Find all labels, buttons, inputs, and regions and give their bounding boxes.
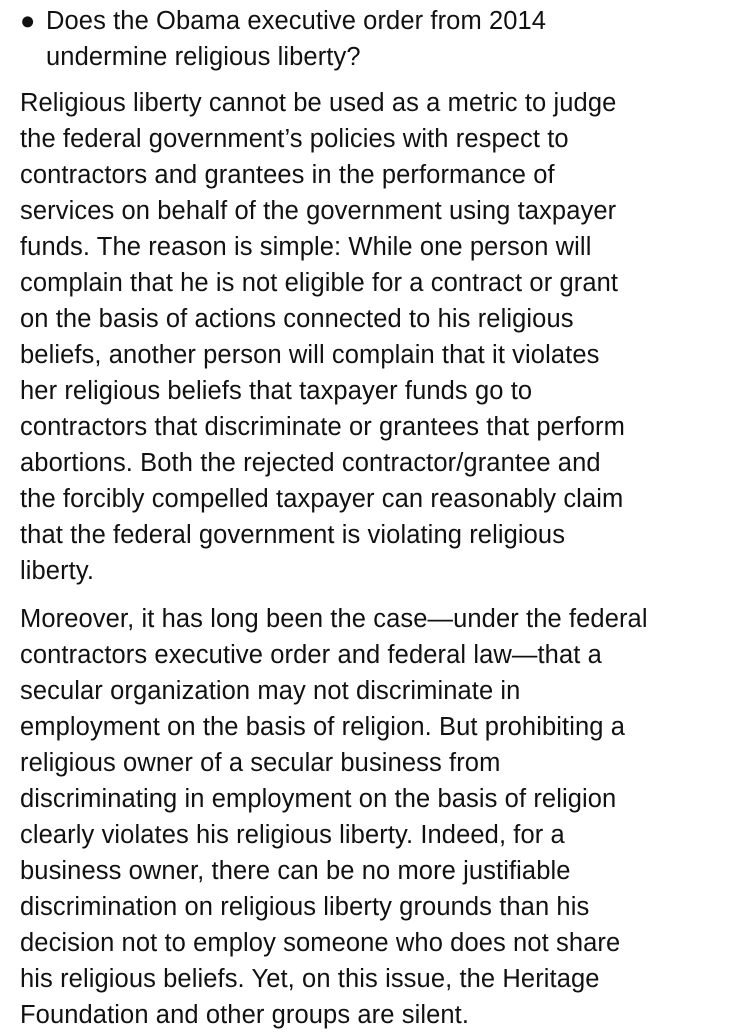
question-bullet-item — [20, 4, 732, 75]
paragraph-religious-liberty-metric: Religious liberty cannot be used as a metric to judge the federal government’s policies with respect to contractors and grantees in the performance of services on behalf of the government using taxpayer funds. The reason is simple: While one person will complain that he is not eligible for a contract or grant on the basis of actions connected to his religious beliefs, another person will complain that it violates her religious beliefs that taxpayer funds go to contractors that discriminate or grantees that perform abortions. Both the rejected contractor/grantee and the forcibly compelled taxpayer can reasonably claim that the federal government is violating religious liberty. — [20, 89, 625, 585]
bullet-icon: ● — [20, 7, 36, 35]
paragraph-moreover: Moreover, it has long been the case—under the federal contractors executive order and federal law—that a secular organization may not discriminate in employment on the basis of religion. But prohibiting a religious owner of a secular business from discriminating in employment on the basis of religion clearly violates his religious liberty. Indeed, for a business owner, there can be no more justifiable discrimination on religious liberty grounds than his decision not to employ someone who does not share his religious beliefs. Yet, on this issue, the Heritage Foundation and other groups are silent. — [20, 605, 648, 1029]
question-text: Does the Obama executive order from 2014 undermine religious liberty? — [46, 7, 547, 71]
